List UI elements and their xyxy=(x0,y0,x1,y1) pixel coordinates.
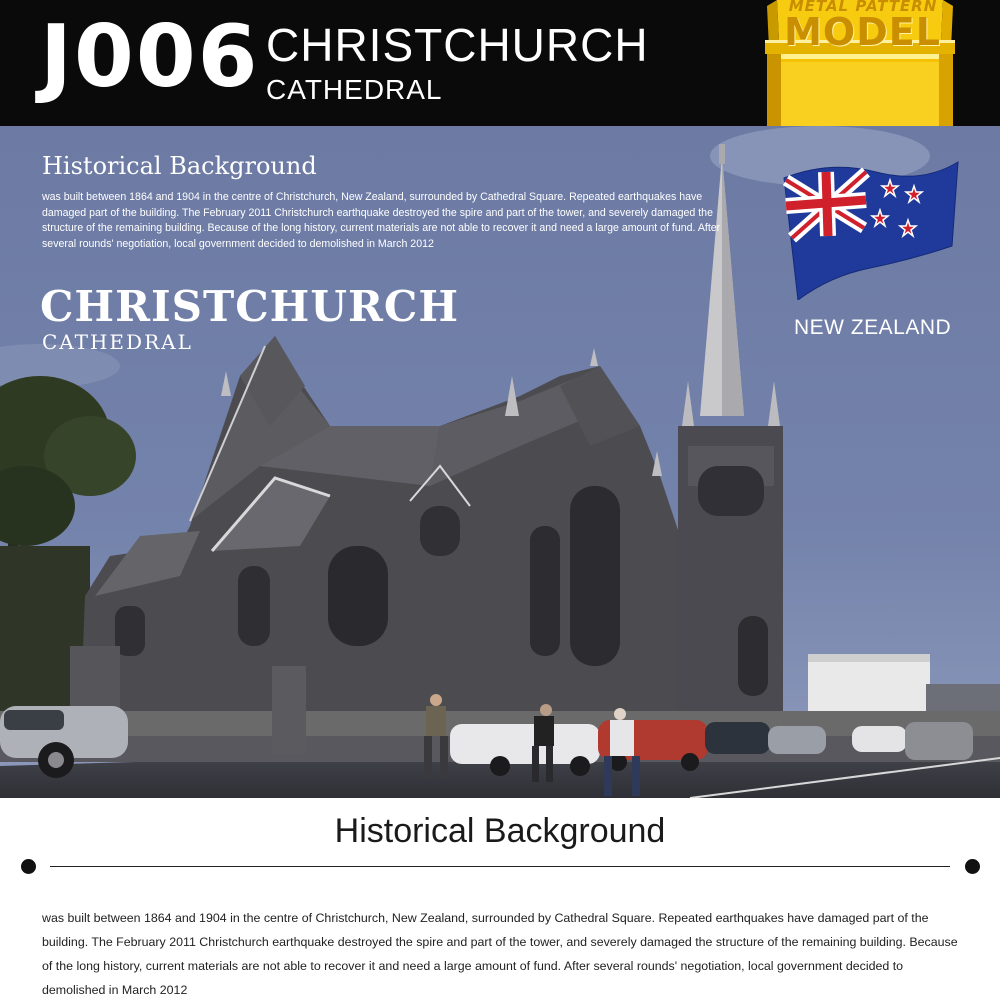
bullet-dot-icon xyxy=(965,859,980,874)
model-code: J006 xyxy=(40,7,260,107)
bullet-dot-icon xyxy=(21,859,36,874)
bottom-history-text: was built between 1864 and 1904 in the centre of Christchurch, New Zealand, surrounded by Cathedral Square. Repeated earthquakes have damaged part of the building. The February 2011 Christchurch earthquake destroyed the spire and part of the tower, and severely damaged the structure of the remaining building. Because of the long history, current materials are not able to recover it and need a large amount of fund. After several rounds' negotiation, local government decided to demolished in March 2012 xyxy=(42,911,958,997)
header-banner xyxy=(0,0,1000,126)
overlay-title: CHRISTCHURCH xyxy=(40,282,459,331)
cathedral-photo xyxy=(0,126,1000,798)
bottom-section-title: Historical Background xyxy=(334,812,666,850)
photo-section-title: Historical Background xyxy=(42,152,317,180)
divider-line xyxy=(50,866,950,867)
badge-main-text: MODEL xyxy=(784,10,941,54)
header-title: CHRISTCHURCH xyxy=(266,19,649,71)
country-label: NEW ZEALAND xyxy=(794,316,952,339)
new-zealand-flag-icon xyxy=(780,150,960,300)
photo-history-text: was built between 1864 and 1904 in the centre of Christchurch, New Zealand, surrounded by Cathedral Square. Repeated earthquakes have damaged part of the building. The February 2011 Christchurch earthquake destroyed the spire and part of the tower, and severely damaged the structure of the remaining building. Because of the long history, current materials are not able to recover it and need a large amount of fund. After several rounds' negotiation, local government decided to demolished in March 2012 xyxy=(42,191,721,250)
header-subtitle: CATHEDRAL xyxy=(266,74,443,105)
badge-top-text: METAL PATTERN xyxy=(788,0,938,15)
overlay-subtitle: CATHEDRAL xyxy=(42,330,193,354)
metal-pattern-model-badge xyxy=(765,0,955,126)
